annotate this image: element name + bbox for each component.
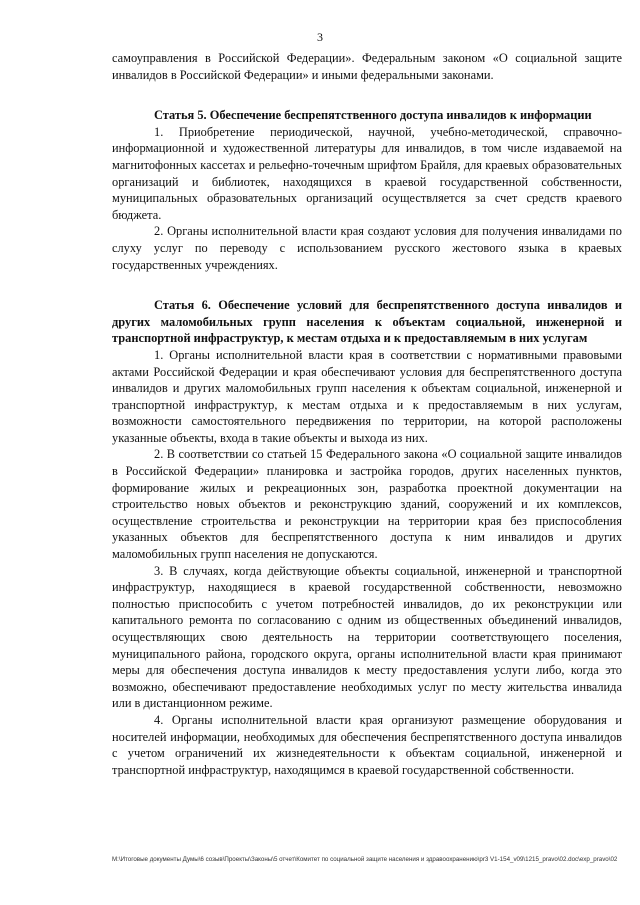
page-number: 3	[317, 30, 323, 44]
article-6-paragraph-4: 4. Органы исполнительной власти края организуют размещение оборудования и носителей информации, необходимых для обеспечения беспрепятственного доступа инвалидов с учетом ограничений их жизнедеятельности к объектам социальной, инженерной и транспортной инфраструктур, находящимся в краевой государственной собственности.	[112, 712, 622, 777]
article-6-paragraph-3: 3. В случаях, когда действующие объекты социальной, инженерной и транспортной инфраструктур, находящиеся в краевой государственной собственности, невозможно полностью приспособить с учетом потребностей инвалидов, до их реконструкции или капитального ремонта по согласованию с одним из общественных объединений инвалидов, осуществляющих свою деятельность на территории соответствующего поселения, муниципального района, городского округа, органы исполнительной власти края принимают меры для обеспечения доступа инвалидов к месту предоставления услуги либо, когда это возможно, обеспечивают предоставление необходимых услуг по месту жительства инвалида или в дистанционном режиме.	[112, 563, 622, 711]
article-5-heading: Статья 5. Обеспечение беспрепятственного доступа инвалидов к информации	[154, 108, 592, 123]
intro-paragraph: самоуправления в Российской Федерации». Федеральным законом «О социальной защите инвалидов в Российской Федерации» и иными федеральными законами.	[112, 51, 622, 82]
article-6-paragraph-2: 2. В соответствии со статьей 15 Федерального закона «О социальной защите инвалидов в Российской Федерации» планировка и застройка городов, других населенных пунктов, формирование жилых и рекреационных зон, разработка проектной документации на строительство новых объектов и реконструкцию зданий, сооружений и их комплексов, осуществление строительства и реконструкции на территории края без приспособления указанных объектов для беспрепятственного доступа к ним инвалидов и других маломобильных групп населения не допускаются.	[112, 447, 622, 562]
section-gap	[112, 273, 622, 297]
file-path-footer: M:\Итоговые документы Думы\6 созыв\Проекты\Законы\5 отчет\Комитет по социальной защите населения и здравоохранению\pr3 V1-154_v09\1215_pravo\02.doc\exp_pravo\02	[112, 856, 618, 863]
document-body	[112, 50, 622, 778]
article-5-paragraph-2: 2. Органы исполнительной власти края создают условия для получения инвалидами по слуху услуг по переводу с использованием русского жестового языка в краевых государственных учреждениях.	[112, 224, 622, 272]
article-6-paragraph-1: 1. Органы исполнительной власти края в соответствии с нормативными правовыми актами Российской Федерации и края обеспечивают условия для беспрепятственного доступа инвалидов и других маломобильных групп населения к объектам социальной, инженерной и транспортной инфраструктур, к местам отдыха и к предоставляемым в них услугам, возможности самостоятельного передвижения по территории, на которой расположены указанные объекты, входа в такие объекты и выхода из них.	[112, 347, 622, 445]
article-5-paragraph-1: 1. Приобретение периодической, научной, учебно-методической, справочно-информационной и художественной литературы для инвалидов, в том числе издаваемой на магнитофонных кассетах и рельефно-точечным шрифтом Брайля, для краевых образовательных организаций и библиотек, находящихся в краевой государственной собственности, муниципальных образовательных организаций осуществляется за счет средств краевого бюджета.	[112, 124, 622, 222]
article-6-heading: Статья 6. Обеспечение условий для беспрепятственного доступа инвалидов и других маломобильных групп населения к объектам социальной, инженерной и транспортной инфраструктур, к местам отдыха и к предоставляемым в них услугам	[112, 298, 622, 346]
section-gap	[112, 83, 622, 107]
